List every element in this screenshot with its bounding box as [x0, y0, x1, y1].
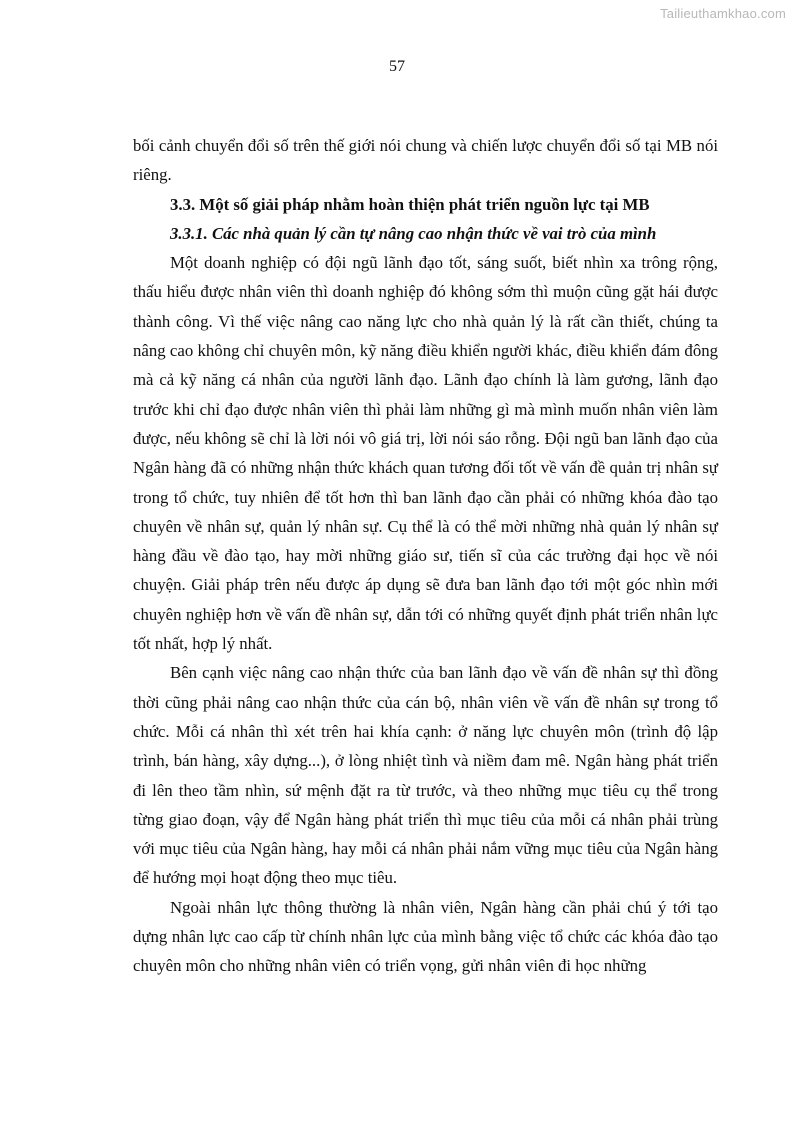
- paragraph: Ngoài nhân lực thông thường là nhân viên, Ngân hàng cần phải chú ý tới tạo dựng nhân lực cao cấp từ chính nhân lực của mình bằng việc tổ chức các khóa đào tạo chuyên môn cho những nhân viên có triển vọng, gửi nhân viên đi học những: [133, 897, 718, 976]
- subsection-heading: 3.3.1. Các nhà quản lý cần tự nâng cao nhận thức về vai trò của mình: [170, 223, 657, 243]
- paragraph-continued: bối cảnh chuyển đổi số trên thế giới nói chung và chiến lược chuyển đổi số tại MB nói riêng.: [133, 136, 718, 185]
- section-heading: 3.3. Một số giải pháp nhằm hoàn thiện phát triển nguồn lực tại MB: [170, 194, 650, 214]
- watermark: Tailieuthamkhao.com: [660, 6, 786, 21]
- page-number: 57: [389, 58, 405, 75]
- document-body: [133, 131, 718, 981]
- paragraph: Một doanh nghiệp có đội ngũ lãnh đạo tốt, sáng suốt, biết nhìn xa trông rộng, thấu hiểu được nhân viên thì doanh nghiệp đó không sớm thì muộn cũng gặt hái được thành công. Vì thế việc nâng cao năng lực cho nhà quản lý là rất cần thiết, chúng ta nâng cao không chỉ chuyên môn, kỹ năng điều khiển người khác, điều khiển đám đông mà cả kỹ năng cá nhân của người lãnh đạo. Lãnh đạo chính là làm gương, lãnh đạo trước khi chỉ đạo được nhân viên thì phải làm những gì mà mình muốn nhân viên làm được, nếu không sẽ chỉ là lời nói vô giá trị, lời nói sáo rỗng. Đội ngũ ban lãnh đạo của Ngân hàng đã có những nhận thức khách quan tương đối tốt về vấn đề quản trị nhân sự trong tổ chức, tuy nhiên để tốt hơn thì ban lãnh đạo cần phải có những khóa đào tạo chuyên về nhân sự, quản lý nhân sự. Cụ thể là có thể mời những nhà quản lý nhân sự hàng đầu về đào tạo, hay mời những giáo sư, tiến sĩ của các trường đại học về nói chuyện. Giải pháp trên nếu được áp dụng sẽ đưa ban lãnh đạo tới một góc nhìn mới chuyên nghiệp hơn về vấn đề nhân sự, dẫn tới có những quyết định phát triển nhân lực tốt nhất, hợp lý nhất.: [133, 253, 718, 654]
- paragraph: Bên cạnh việc nâng cao nhận thức của ban lãnh đạo về vấn đề nhân sự thì đồng thời cũng phải nâng cao nhận thức của cán bộ, nhân viên về vấn đề nhân sự trong tổ chức. Mỗi cá nhân thì xét trên hai khía cạnh: ở năng lực chuyên môn (trình độ lập trình, bán hàng, xây dựng...), ở lòng nhiệt tình và niềm đam mê. Ngân hàng phát triển đi lên theo tầm nhìn, sứ mệnh đặt ra từ trước, và theo những mục tiêu cụ thể trong từng giao đoạn, vậy để Ngân hàng phát triển thì mục tiêu của mỗi cá nhân phải trùng với mục tiêu của Ngân hàng, hay mỗi cá nhân phải nắm vững mục tiêu của Ngân hàng để hướng mọi hoạt động theo mục tiêu.: [133, 663, 718, 888]
